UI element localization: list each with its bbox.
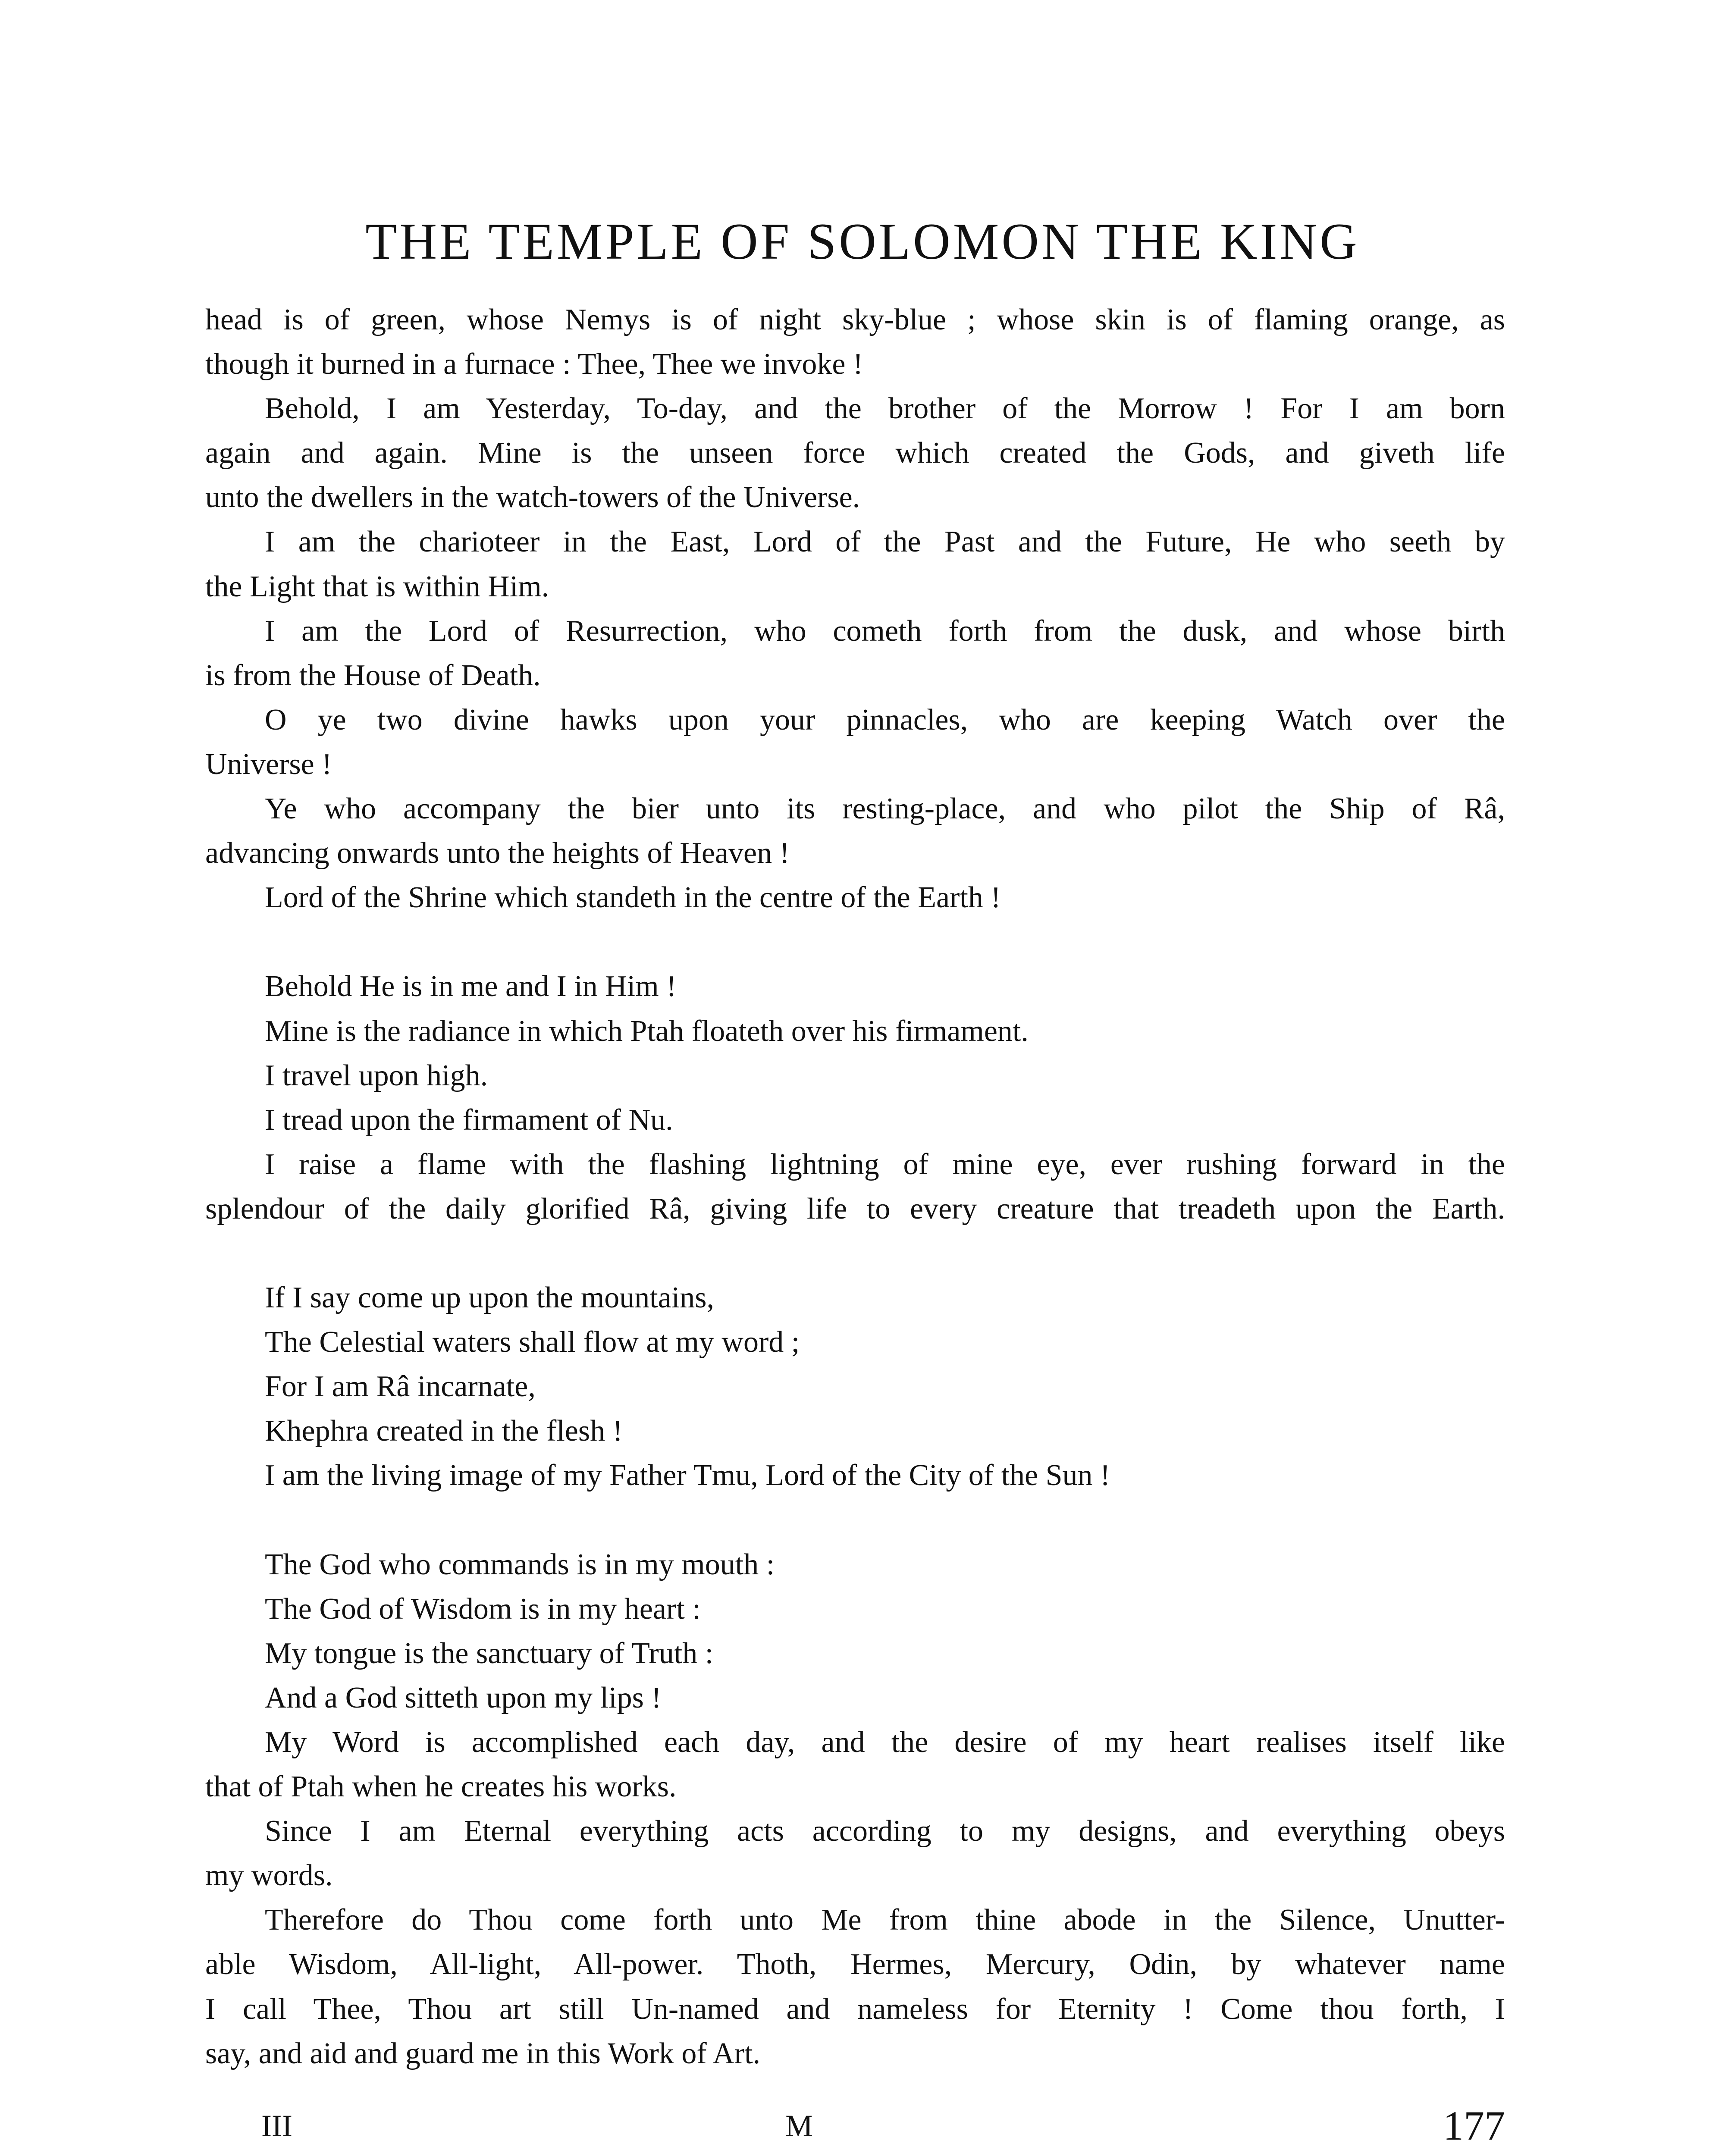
text-line: Universe !: [205, 747, 332, 781]
blank-line: [205, 1498, 1505, 1542]
text-line: the Light that is within Him.: [205, 570, 549, 603]
page-footer: [205, 2100, 1505, 2152]
text-line: Mine is the radiance in which Ptah floateth over his firmament.: [265, 1014, 1029, 1048]
text-line: that of Ptah when he creates his works.: [205, 1770, 677, 1804]
signature-mark: M: [785, 2109, 813, 2143]
text-line: Behold He is in me and I in Him !: [265, 970, 677, 1003]
text-line: O ye two divine hawks upon your pinnacles, who are keeping Watch over the: [265, 703, 1505, 736]
text-line: advancing onwards unto the heights of Heaven !: [205, 837, 790, 870]
text-line: Lord of the Shrine which standeth in the centre of the Earth !: [265, 881, 1001, 915]
body-text: [205, 298, 1505, 2076]
text-line: though it burned in a furnace : Thee, Thee we invoke !: [205, 348, 863, 381]
text-line: unto the dwellers in the watch-towers of the Universe.: [205, 481, 860, 514]
text-line: my words.: [205, 1859, 333, 1893]
text-line: I am the living image of my Father Tmu, Lord of the City of the Sun !: [265, 1459, 1110, 1492]
blank-line: [205, 920, 1505, 964]
text-line: For I am Râ incarnate,: [265, 1370, 536, 1404]
text-line: I am the Lord of Resurrection, who cometh forth from the dusk, and whose birth: [265, 614, 1505, 648]
text-line: If I say come up upon the mountains,: [265, 1281, 715, 1315]
text-line: I am the charioteer in the East, Lord of the Past and the Future, He who seeth by: [265, 525, 1505, 559]
page-number: 177: [1443, 2103, 1505, 2149]
text-line: Behold, I am Yesterday, To-day, and the brother of the Morrow ! For I am born: [265, 392, 1505, 426]
text-line: The God who commands is in my mouth :: [265, 1548, 775, 1581]
text-line: able Wisdom, All-light, All-power. Thoth, Hermes, Mercury, Odin, by whatever name: [205, 1948, 1505, 1981]
text-line: I tread upon the firmament of Nu.: [265, 1103, 673, 1137]
text-line: And a God sitteth upon my lips !: [265, 1681, 662, 1714]
text-line: Since I am Eternal everything acts according to my designs, and everything obeys: [265, 1814, 1505, 1848]
text-line: My tongue is the sanctuary of Truth :: [265, 1636, 714, 1670]
text-line: again and again. Mine is the unseen force which created the Gods, and giveth life: [205, 436, 1505, 470]
text-line: The Celestial waters shall flow at my word ;: [265, 1326, 800, 1359]
running-head-title: THE TEMPLE OF SOLOMON THE KING: [365, 213, 1360, 270]
text-line: I raise a flame with the flashing lightning of mine eye, ever rushing forward in the: [265, 1147, 1505, 1181]
text-line: is from the House of Death.: [205, 658, 541, 692]
blank-line: [205, 1231, 1505, 1275]
text-line: Khephra created in the flesh !: [265, 1414, 623, 1448]
text-line: I travel upon high.: [265, 1059, 488, 1092]
text-line: Therefore do Thou come forth unto Me from thine abode in the Silence, Unutter-: [265, 1903, 1505, 1937]
signature-number: III: [261, 2109, 292, 2143]
text-line: The God of Wisdom is in my heart :: [265, 1592, 701, 1626]
text-line: My Word is accomplished each day, and the desire of my heart realises itself like: [265, 1726, 1505, 1759]
text-line: splendour of the daily glorified Râ, giving life to every creature that treadeth upon the Earth.: [205, 1192, 1505, 1225]
text-line: head is of green, whose Nemys is of night sky-blue ; whose skin is of flaming orange, as: [205, 303, 1505, 336]
text-line: Ye who accompany the bier unto its resting-place, and who pilot the Ship of Râ,: [265, 792, 1505, 826]
text-line: say, and aid and guard me in this Work of Art.: [205, 2037, 761, 2070]
text-line: I call Thee, Thou art still Un-named and nameless for Eternity ! Come thou forth, I: [205, 1992, 1505, 2026]
